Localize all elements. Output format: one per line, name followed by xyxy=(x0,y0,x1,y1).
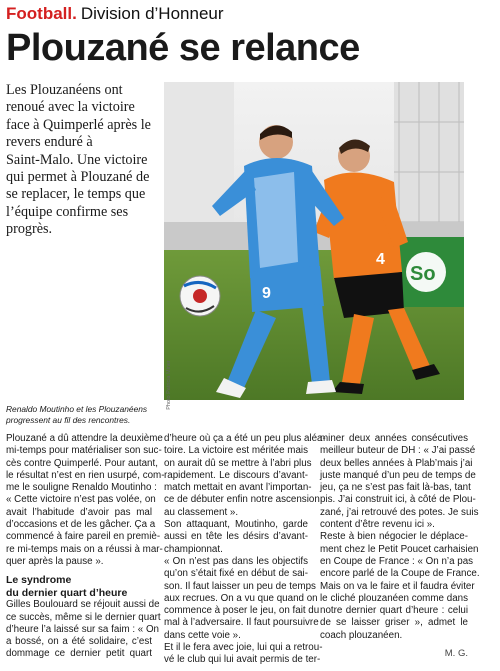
match-photo xyxy=(164,82,464,400)
body-line: meilleur buteur de DH : « J’ai passé xyxy=(320,445,476,457)
body-line: a bossé, on a été solidaire, c’est xyxy=(6,636,152,648)
body-line: aux recrues. On a vu que quand on xyxy=(164,592,318,604)
caption-line: progressent au fil des rencontres. xyxy=(6,415,131,425)
article-headline: Plouzané se relance xyxy=(6,27,360,69)
body-line: le résultat n’est en rien usurpé, com- xyxy=(6,469,165,481)
lede-line: se replacer, le temps que xyxy=(6,186,146,203)
lede-line: Saint-Malo. Une victoire xyxy=(6,151,148,168)
body-line: dommage ce dernier petit quart xyxy=(6,648,152,660)
body-line: le cliché plouzanéen comme dans xyxy=(320,592,468,604)
body-line: mi-temps pour matérialiser son suc- xyxy=(6,445,162,457)
body-line: « On n’est pas dans les objectifs xyxy=(164,555,308,567)
away-number: 4 xyxy=(376,251,385,268)
photo-caption xyxy=(6,404,166,426)
body-line: championnat. xyxy=(164,543,223,555)
article-kicker xyxy=(6,4,224,24)
body-line: de se laisser griser », admet le xyxy=(320,617,468,629)
section-label: Football. xyxy=(6,4,77,23)
body-line: commence à poser le jeu, on fait du xyxy=(164,605,320,617)
body-line: match mettait en avant l’importan- xyxy=(164,482,312,494)
body-line: avait l’habitude d’avoir pas mal xyxy=(6,506,152,518)
lede-line: progrès. xyxy=(6,221,53,238)
body-line: dans cette voie ». xyxy=(164,629,241,641)
body-line: ce de débuter enfin notre ascension xyxy=(164,494,320,506)
lede-line: revers enduré à xyxy=(6,134,93,151)
lede-line: Les Plouzanéens ont xyxy=(6,82,123,98)
body-line: content d’être revenu ici ». xyxy=(320,519,435,531)
body-line: d’heure où ça a été un peu plus aléa- xyxy=(164,433,326,444)
division-label: Division d’Honneur xyxy=(80,4,224,23)
body-line: son. Il faut laisser un peu de temps xyxy=(164,580,316,592)
subhead: Le syndrome xyxy=(6,574,72,587)
body-line: cès contre Quimperlé. Pour autant, xyxy=(6,457,158,469)
body-line: rapidement. Le discours d’avant- xyxy=(164,469,308,481)
lede-line: renoué avec la victoire xyxy=(6,99,135,116)
body-line: me le souligne Renaldo Moutinho : xyxy=(6,482,157,494)
match-photo-illustration xyxy=(164,82,464,400)
body-line: d’heure l’a laissé sur sa faim : « On xyxy=(6,623,160,635)
body-line: Mais on va le faire et il faudra éviter xyxy=(320,580,475,592)
author-signature: M. G. xyxy=(444,648,468,660)
body-line: qu’on s’était fixé en début de sai- xyxy=(164,568,308,580)
body-line: mal à l’adversaire. Il faut poursuivre xyxy=(164,617,319,629)
lede-line: qui permet à Plouzané de xyxy=(6,169,150,186)
body-line: toire. La victoire est méritée mais xyxy=(164,445,308,457)
body-line: miner deux années consécutives xyxy=(320,433,468,444)
home-number: 9 xyxy=(262,285,271,302)
caption-line: Renaldo Moutinho et les Plouzanéens xyxy=(6,404,148,414)
body-line: en Coupe de France : « On n’a pas xyxy=(320,555,474,567)
body-line: zané, j’ai retrouvé des potes. Je suis xyxy=(320,506,479,518)
body-line: au classement ». xyxy=(164,506,239,518)
lede-line: l’équipe confirme ses xyxy=(6,203,129,220)
body-line: d’occasions et de les gâcher. Ça a xyxy=(6,519,156,531)
body-line: juste manqué d’un peu de temps de xyxy=(320,469,476,481)
body-line: Et il le fera avec joie, lui qui a retrou- xyxy=(164,642,323,654)
body-line: re mi-temps mais on a réussi à mar- xyxy=(6,543,163,555)
photo-credit xyxy=(156,360,172,410)
body-column-3 xyxy=(320,433,480,660)
body-line: vé le club qui lui avait permis de ter- xyxy=(164,654,321,666)
body-line: « Cette victoire n’est pas volée, on xyxy=(6,494,156,506)
body-column-2 xyxy=(164,433,326,667)
body-column-1 xyxy=(6,433,165,661)
body-line: commencé à faire pareil en premiè- xyxy=(6,531,161,543)
body-line: jeu, ça ne s’est pas fait là-bas, tant xyxy=(320,482,471,494)
lede-line: face à Quimperlé après le xyxy=(6,116,151,133)
body-line: quer après la pause ». xyxy=(6,555,104,567)
body-line: Gilles Boulouard se réjouit aussi de xyxy=(6,599,160,611)
body-line: encore parlé de la Coupe de France. xyxy=(320,568,480,580)
subhead: du dernier quart d’heure xyxy=(6,586,128,599)
body-line: ce succès, même si le dernier quart xyxy=(6,611,161,623)
body-line: pis. J’ai construit ici, à côté de Plou- xyxy=(320,494,476,506)
body-line: coach plouzanéen. xyxy=(320,629,403,641)
banner-text: So xyxy=(410,263,436,285)
photo-credit-text: Photo Patricia Miner xyxy=(165,360,172,410)
body-line: notre dernier quart d’heure : celui xyxy=(320,605,468,617)
football xyxy=(180,276,220,316)
body-line: aussi en tête les désirs d’avant- xyxy=(164,531,308,543)
body-line: Plouzané a dû attendre la deuxième xyxy=(6,433,163,444)
body-line: on aurait dû se mettre à l’abri plus xyxy=(164,457,312,469)
body-line: deux belles années à Plab’mais j’ai xyxy=(320,457,473,469)
body-line: ment chez le Petit Poucet carhaisien xyxy=(320,543,479,555)
body-line: Reste à bien négocier le déplace- xyxy=(320,531,468,543)
article-lede xyxy=(6,82,156,239)
body-line: Son attaquant, Moutinho, garde xyxy=(164,519,308,531)
